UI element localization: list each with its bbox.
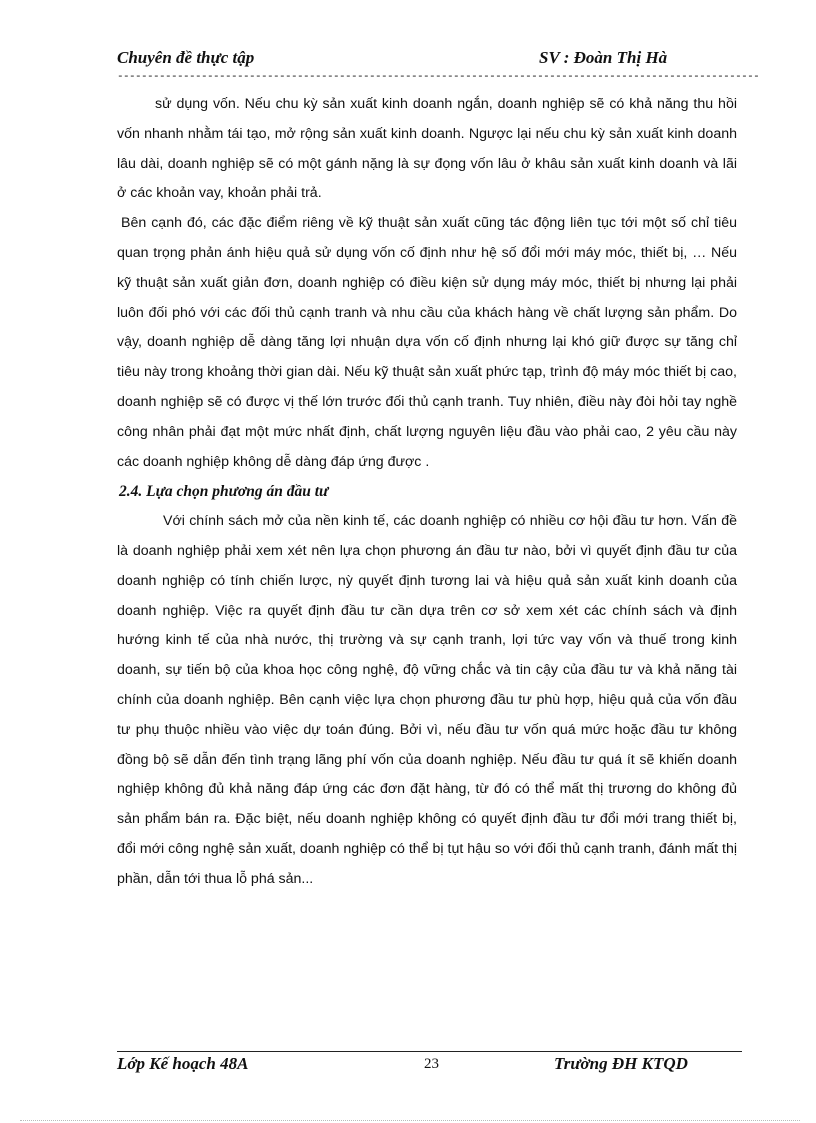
footer-class: Lớp Kế hoạch 48A [117,1054,249,1073]
header-title: Chuyên đề thực tập [117,48,255,67]
page-bottom-border [20,1120,800,1121]
footer-school: Trường ĐH KTQD [554,1054,688,1073]
paragraph-2: Bên cạnh đó, các đặc điểm riêng về kỹ thuật sản xuất cũng tác động liên tục tới một số chỉ tiêu quan trọng phản ánh hiệu quả sử dụng vốn cố định như hệ số đổi mới máy móc, thiết bị, … Nếu kỹ thuật sản xuất giản đơn, doanh nghiệp có điều kiện sử dụng máy móc, thiết bị nhưng lại phải luôn đối phó với các đối thủ cạnh tranh và nhu cầu của khách hàng về chất lượng sản phẩm. Do vậy, doanh nghiệp dễ dàng tăng lợi nhuận dựa vốn cố định nhưng lại khó giữ được sự tăng chỉ tiêu này trong khoảng thời gian dài. Nếu kỹ thuật sản xuất phức tạp, trình độ máy móc thiết bị cao, doanh nghiệp sẽ có được vị thế lớn trước đối thủ cạnh tranh. Tuy nhiên, điều này đòi hỏi tay nghề công nhân phải đạt một mức nhất định, chất lượng nguyên liệu đầu vào phải cao, 2 yêu cầu này các doanh nghiệp không dễ dàng đáp ứng được . [117,215,737,470]
page-number: 23 [424,1056,439,1072]
header-author: SV : Đoàn Thị Hà [539,48,668,67]
section-heading: 2.4. Lựa chọn phương án đầu tư [119,483,329,501]
paragraph-3: Với chính sách mở của nền kinh tế, các doanh nghiệp có nhiều cơ hội đầu tư hơn. Vấn đề là doanh nghiệp phải xem xét nên lựa chọn phương án đầu tư nào, bởi vì quyết định đầu tư của doanh nghiệp có tính chiến lược, nỳ quyết định tương lai và hiệu quả sản xuất kinh doanh của doanh nghiệp. Việc ra quyết định đầu tư cần dựa trên cơ sở xem xét các chính sách và định hướng kinh tế của nhà nước, thị trường và sự cạnh tranh, lợi tức vay vốn và thuế trong kinh doanh, sự tiến bộ của khoa học công nghệ, độ vững chắc và tin cậy của đầu tư và khả năng tài chính của doanh nghiệp. Bên cạnh việc lựa chọn phương đầu tư phù hợp, hiệu quả của vốn đầu tư phụ thuộc nhiều vào việc dự toán đúng. Bởi vì, nếu đầu tư vốn quá mức hoặc đầu tư không đồng bộ sẽ dẫn đến tình trạng lãng phí vốn của doanh nghiệp. Nếu đầu tư quá ít sẽ khiến doanh nghiệp không đủ khả năng đáp ứng các đơn đặt hàng, từ đó có thể mất thị trương do không đủ sản phẩm bán ra. Đặc biệt, nếu doanh nghiệp không có quyết định đầu tư đổi mới trang thiết bị, đổi mới công nghệ sản xuất, doanh nghiệp có thể bị tụt hậu so với đối thủ cạnh tranh, đánh mất thị phần, dẫn tới thua lỗ phá sản... [117,513,737,887]
paragraph-1: sử dụng vốn. Nếu chu kỳ sản xuất kinh doanh ngắn, doanh nghiệp sẽ có khả năng thu hồi vốn nhanh nhằm tái tạo, mở rộng sản xuất kinh doanh. Ngược lại nếu chu kỳ sản xuất kinh doanh lâu dài, doanh nghiệp sẽ có một gánh nặng là sự đọng vốn lâu ở khâu sản xuất kinh doanh và lãi ở các khoản vay, khoản phải trả. [117,96,737,202]
footer-divider [117,1051,742,1052]
header-divider: ----------------------------------------------------------------------------------------------------------- [117,71,760,83]
body-text [117,90,737,895]
